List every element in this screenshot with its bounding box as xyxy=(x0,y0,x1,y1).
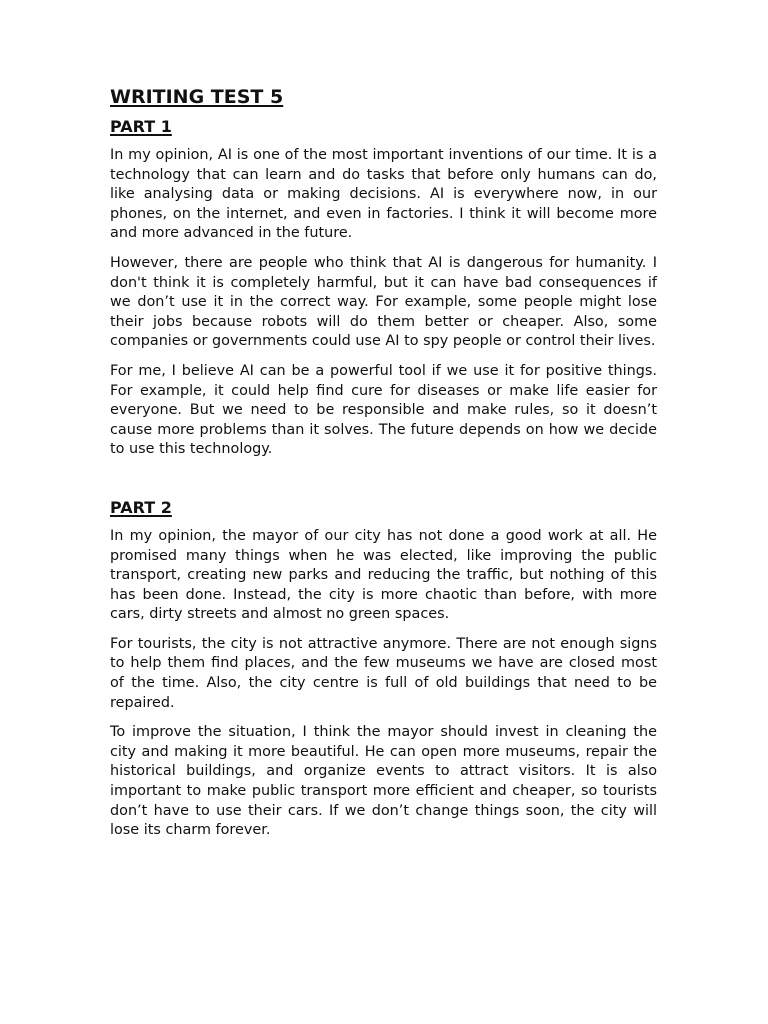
part-2-paragraph-2: For tourists, the city is not attractive anymore. There are not enough signs to help them find places, and the few museums we have are closed most of the time. Also, the city centre is full of old buildings that need to be repaired. xyxy=(110,635,657,711)
part-2-section xyxy=(110,497,657,841)
document-title: WRITING TEST 5 xyxy=(110,86,284,108)
part-1-section xyxy=(110,116,657,460)
part-1-paragraph-1: In my opinion, AI is one of the most important inventions of our time. It is a technology that can learn and do tasks that before only humans can do, like analysing data or making decisions. AI is everywhere now, in our phones, on the internet, and even in factories. I think it will become more and more advanced in the future. xyxy=(110,147,657,242)
part-1-paragraph-3: For me, I believe AI can be a powerful tool if we use it for positive things. For example, it could help find cure for diseases or make life easier for everyone. But we need to be responsible and make rules, so it doesn’t cause more problems than it solves. The future depends on how we decide to use this technology. xyxy=(110,362,657,458)
part-2-paragraph-1: In my opinion, the mayor of our city has not done a good work at all. He promised many things when he was elected, like improving the public transport, creating new parks and reducing the traffic, but nothing of this has been done. Instead, the city is more chaotic than before, with more cars, dirty streets and almost no green spaces. xyxy=(110,527,657,623)
document-page xyxy=(110,84,657,851)
part-1-paragraph-2: However, there are people who think that AI is dangerous for humanity. I don't think it is completely harmful, but it can have bad consequences if we don’t use it in the correct way. For example, some people might lose their jobs because robots will do them better or cheaper. Also, some companies or governments could use AI to spy people or control their lives. xyxy=(110,254,657,350)
part-1-heading: PART 1 xyxy=(110,117,172,136)
part-2-paragraph-3: To improve the situation, I think the mayor should invest in cleaning the city and making it more beautiful. He can open more museums, repair the historical buildings, and organize events to attract visitors. It is also important to make public transport more efficient and cheaper, so tourists don’t have to use their cars. If we don’t change things soon, the city will lose its charm forever. xyxy=(110,724,657,839)
part-2-heading: PART 2 xyxy=(110,497,172,517)
